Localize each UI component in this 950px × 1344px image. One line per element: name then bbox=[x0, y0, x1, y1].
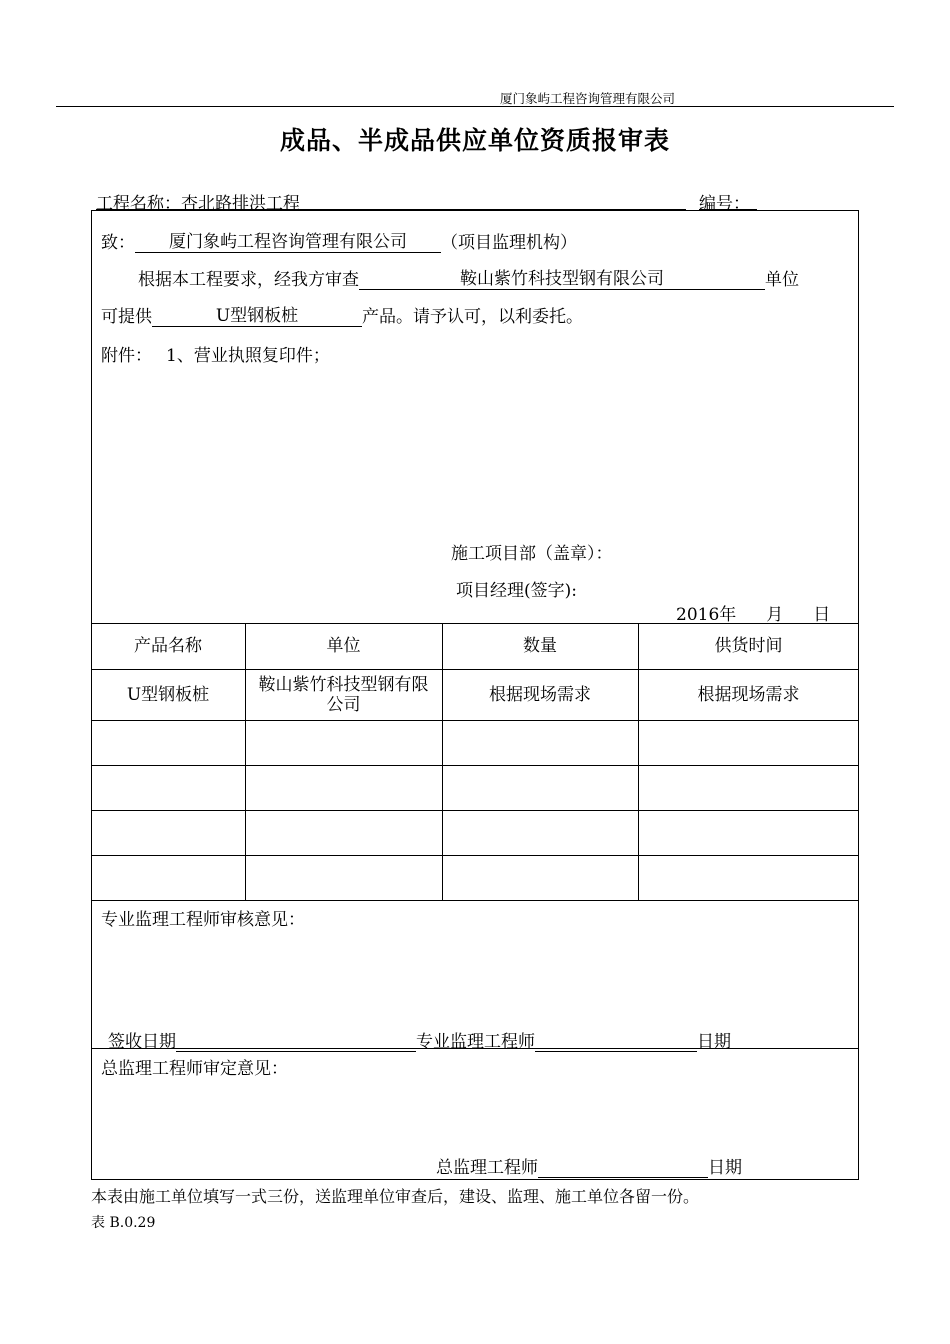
project-name-label: 工程名称： bbox=[96, 194, 181, 214]
chief-date-label: 日期 bbox=[708, 1158, 742, 1178]
attachment-item-1: 1、营业执照复印件； bbox=[166, 346, 330, 366]
chief-sign-label: 总监理工程师 bbox=[436, 1158, 538, 1178]
receive-date-field[interactable] bbox=[176, 1032, 416, 1052]
project-name-value[interactable]: 杏北路排洪工程 bbox=[181, 194, 300, 214]
to-suffix: （项目监理机构） bbox=[441, 233, 577, 253]
date-month: 月 bbox=[766, 605, 784, 625]
construction-dept-label: 施工项目部（盖章）： bbox=[451, 544, 613, 564]
table-cell-product[interactable]: U型钢板桩 bbox=[126, 684, 210, 705]
form-title: 成品、半成品供应单位资质报审表 bbox=[279, 126, 670, 155]
request-line-1 bbox=[138, 265, 799, 290]
table-bottom-border bbox=[91, 900, 859, 901]
table-cell-supply-time[interactable] bbox=[638, 810, 859, 855]
table-cell-unit[interactable]: 鞍山紫竹科技型钢有限公司 bbox=[258, 674, 429, 715]
chief-sign-row bbox=[436, 1153, 742, 1178]
header-divider bbox=[56, 106, 894, 107]
form-number-label: 编号： bbox=[699, 194, 750, 214]
form-code: 表 B.0.29 bbox=[91, 1215, 156, 1231]
table-cell-supply-time[interactable] bbox=[638, 855, 859, 900]
table-header-product: 产品名称 bbox=[134, 636, 202, 656]
to-company[interactable]: 厦门象屿工程咨询管理有限公司 bbox=[135, 233, 441, 253]
engineer-sign-field[interactable] bbox=[535, 1032, 697, 1052]
attachment-label: 附件： bbox=[101, 346, 152, 366]
request-unit: 单位 bbox=[765, 270, 799, 290]
project-manager-label: 项目经理(签字): bbox=[456, 581, 577, 601]
table-cell-unit[interactable] bbox=[245, 810, 442, 855]
table-cell-quantity[interactable] bbox=[442, 720, 638, 765]
engineer-sign-label: 专业监理工程师 bbox=[416, 1032, 535, 1052]
footer-note: 本表由施工单位填写一式三份，送监理单位审查后，建设、监理、施工单位各留一份。 bbox=[91, 1187, 700, 1206]
request-prefix: 根据本工程要求，经我方审查 bbox=[138, 270, 359, 290]
table-cell-unit[interactable] bbox=[245, 720, 442, 765]
table-cell-unit[interactable] bbox=[245, 855, 442, 900]
header-company: 厦门象屿工程咨询管理有限公司 bbox=[500, 91, 676, 106]
table-cell-supply-time[interactable] bbox=[638, 765, 859, 810]
chief-sign-field[interactable] bbox=[538, 1158, 708, 1178]
request-line-2 bbox=[101, 302, 583, 327]
provide-label: 可提供 bbox=[101, 307, 152, 327]
engineer-review-label: 专业监理工程师审核意见： bbox=[101, 910, 305, 930]
receive-date-label: 签收日期 bbox=[108, 1032, 176, 1052]
to-line bbox=[101, 228, 577, 253]
supplier-field[interactable]: 鞍山紫竹科技型钢有限公司 bbox=[359, 270, 765, 290]
table-cell-product[interactable] bbox=[91, 720, 245, 765]
date-day: 日 bbox=[813, 605, 831, 625]
table-header-unit: 单位 bbox=[326, 636, 361, 656]
table-cell-supply-time[interactable]: 根据现场需求 bbox=[697, 684, 800, 705]
request-closing: 产品。请予认可，以利委托。 bbox=[362, 307, 583, 327]
table-cell-quantity[interactable] bbox=[442, 855, 638, 900]
table-cell-product[interactable] bbox=[91, 810, 245, 855]
table-header-supply-time: 供货时间 bbox=[714, 636, 783, 656]
table-header-quantity: 数量 bbox=[523, 636, 557, 656]
table-cell-product[interactable] bbox=[91, 855, 245, 900]
chief-review-label: 总监理工程师审定意见： bbox=[101, 1059, 288, 1079]
table-cell-supply-time[interactable] bbox=[638, 720, 859, 765]
table-cell-quantity[interactable] bbox=[442, 810, 638, 855]
date-year: 2016年 bbox=[676, 605, 737, 625]
engineer-sign-row bbox=[108, 1027, 731, 1052]
attachment-line bbox=[101, 341, 330, 366]
to-label: 致： bbox=[101, 233, 135, 253]
table-cell-product[interactable] bbox=[91, 765, 245, 810]
submit-date bbox=[676, 600, 830, 625]
engineer-date-label: 日期 bbox=[697, 1032, 731, 1052]
table-cell-unit[interactable] bbox=[245, 765, 442, 810]
table-cell-quantity[interactable] bbox=[442, 765, 638, 810]
table-cell-quantity[interactable]: 根据现场需求 bbox=[489, 684, 591, 705]
product-field[interactable]: U型钢板桩 bbox=[152, 307, 362, 327]
